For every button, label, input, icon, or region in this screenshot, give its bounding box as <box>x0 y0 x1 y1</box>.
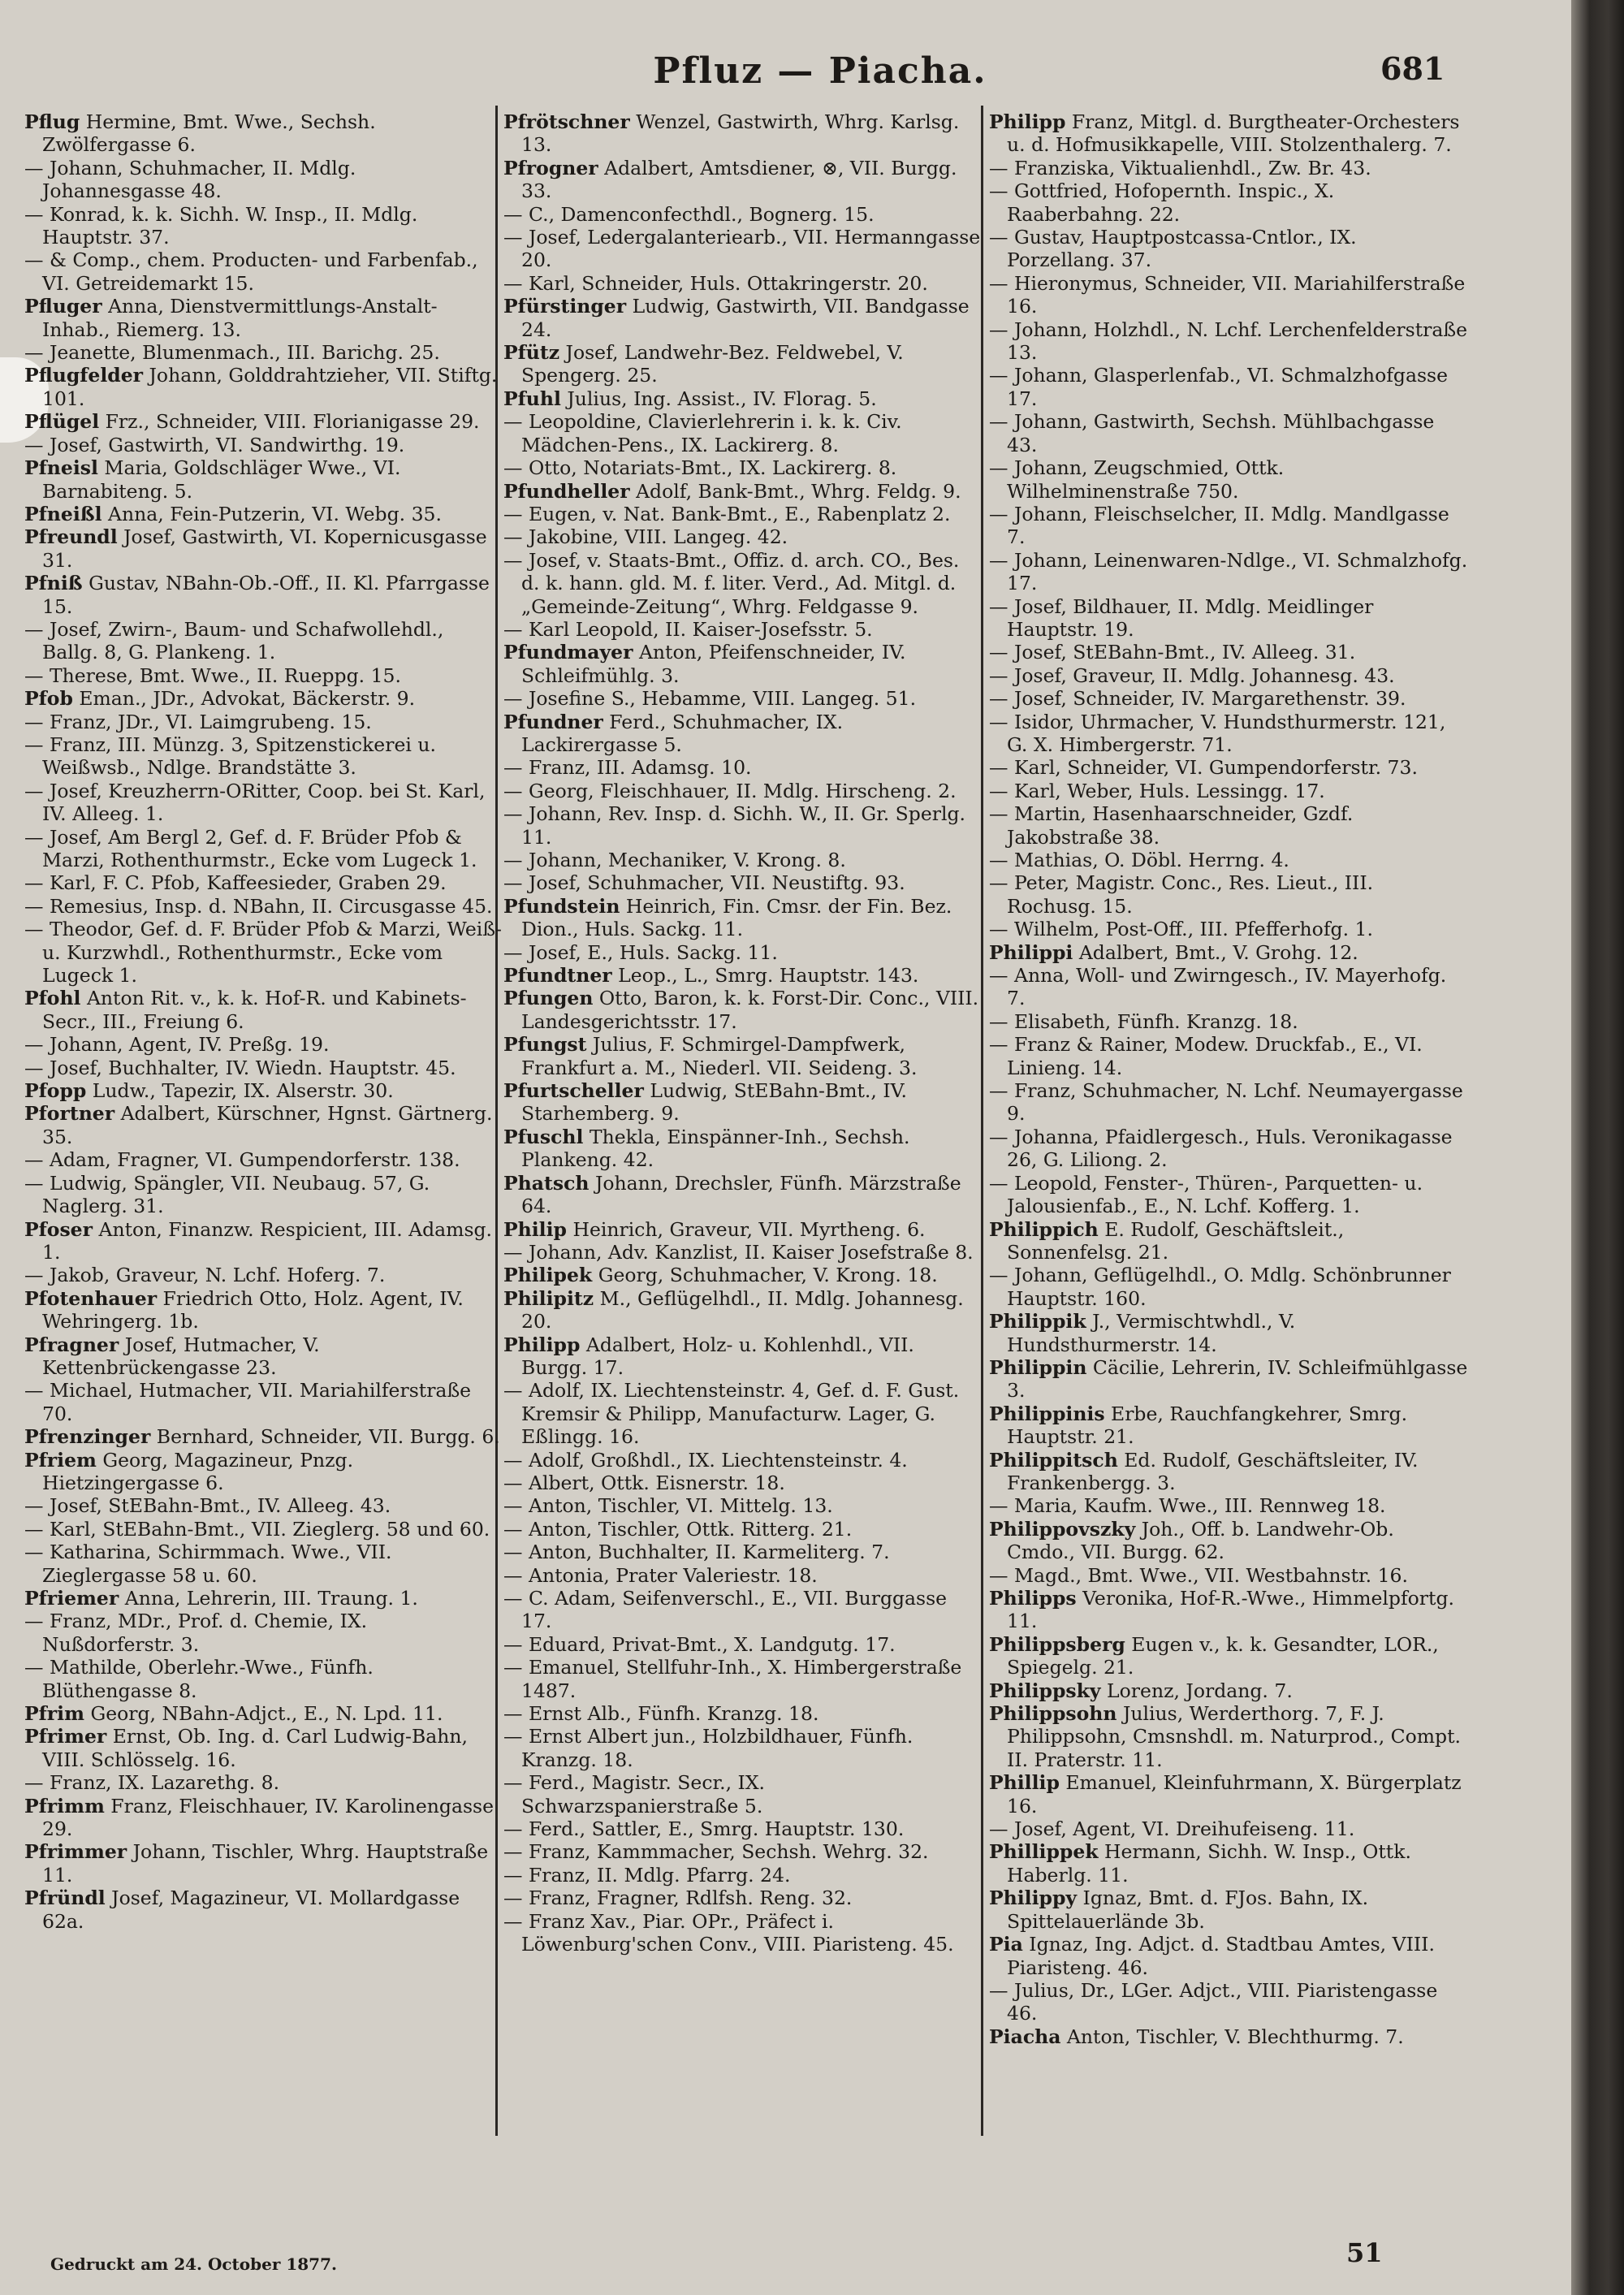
directory-entry: — Franz, Fragner, Rdlfsh. Reng. 32. <box>503 1887 853 1910</box>
directory-entry: — Ludwig, Spängler, VII. Neubaug. 57, G. Naglerg. 31. <box>24 1171 430 1218</box>
directory-entry: — Ernst Alb., Fünfh. Kranzg. 18. <box>503 1702 819 1726</box>
directory-entry: — Franz, Kammmacher, Sechsh. Wehrg. 32. <box>503 1840 929 1864</box>
directory-entry: Pfniß Gustav, NBahn-Ob.-Off., II. Kl. Pfarrgasse 15. <box>24 572 490 618</box>
directory-entry: Pfütz Josef, Landwehr-Bez. Feldwebel, V. Spengerg. 25. <box>503 341 904 387</box>
directory-entry: Pfoser Anton, Finanzw. Respicient, III. Adamsg. 1. <box>24 1217 493 1264</box>
directory-entry: — Josef, Ledergalanteriearb., VII. Hermanngasse 20. <box>503 226 981 272</box>
directory-entry: Philippi Adalbert, Bmt., V. Grohg. 12. <box>989 940 1358 964</box>
directory-entry: — Karl, F. C. Pfob, Kaffeesieder, Graben 29. <box>24 871 447 895</box>
directory-entry: Pfneisl Maria, Goldschläger Wwe., VI. Barnabiteng. 5. <box>24 456 401 503</box>
directory-entry: — Johann, Holzhdl., N. Lchf. Lerchenfelderstraße 13. <box>989 318 1467 365</box>
directory-entry: Pfluger Anna, Dienstvermittlungs-Anstalt-Inhab., Riemerg. 13. <box>24 295 438 341</box>
directory-entry: — Karl, Schneider, Huls. Ottakringerstr. 20. <box>503 271 928 295</box>
directory-entry: Pfneißl Anna, Fein-Putzerin, VI. Webg. 35. <box>24 502 442 525</box>
directory-entry: — Martin, Hasenhaarschneider, Gzdf. Jakobstraße 38. <box>989 802 1354 849</box>
directory-entry: — Theodor, Gef. d. F. Brüder Pfob & Marzi, Weiß- u. Kurzwhdl., Rothenthurmstr., Ecke vom Lugeck 1. <box>24 918 502 988</box>
directory-entry: — Hieronymus, Schneider, VII. Mariahilferstraße 16. <box>989 271 1466 318</box>
directory-entry: Philipps Veronika, Hof-R.-Wwe., Himmelpfortg. 11. <box>989 1587 1454 1633</box>
directory-entry: — Josef, E., Huls. Sackg. 11. <box>503 940 778 964</box>
directory-entry: Pflug Hermine, Bmt. Wwe., Sechsh. Zwölfergasse 6. <box>24 110 376 157</box>
directory-entry: — Maria, Kaufm. Wwe., III. Rennweg 18. <box>989 1494 1386 1518</box>
directory-entry: Philip Heinrich, Graveur, VII. Myrtheng. 6. <box>503 1217 926 1241</box>
directory-entry: — Johann, Geflügelhdl., O. Mdlg. Schönbrunner Hauptstr. 160. <box>989 1264 1451 1310</box>
directory-entry: — Konrad, k. k. Sichh. W. Insp., II. Mdlg. Hauptstr. 37. <box>24 202 418 249</box>
directory-entry: — Johann, Agent, IV. Preßg. 19. <box>24 1033 330 1057</box>
directory-entry: Philippinis Erbe, Rauchfangkehrer, Smrg. Hauptstr. 21. <box>989 1402 1408 1449</box>
directory-entry: Pfopp Ludw., Tapezir, IX. Alserstr. 30. <box>24 1079 394 1103</box>
directory-entry: — Franz, III. Adamsg. 10. <box>503 756 752 780</box>
directory-entry: Pflugfelder Johann, Golddrahtzieher, VII. Stiftg. 101. <box>24 364 498 410</box>
directory-entry: — Josef, Buchhalter, IV. Wiedn. Hauptstr. 45. <box>24 1056 456 1079</box>
directory-entry: — Ferd., Sattler, E., Smrg. Hauptstr. 130. <box>503 1817 905 1841</box>
directory-entry: — Eugen, v. Nat. Bank-Bmt., E., Rabenplatz 2. <box>503 502 951 525</box>
directory-entry: — Anton, Buchhalter, II. Karmeliterg. 7. <box>503 1541 890 1564</box>
directory-entry: Pfragner Josef, Hutmacher, V. Kettenbrückengasse 23. <box>24 1333 320 1379</box>
directory-entry: — Emanuel, Stellfuhr-Inh., X. Himbergerstraße 1487. <box>503 1656 962 1702</box>
directory-entry: Philippovszky Joh., Off. b. Landwehr-Ob. Cmdo., VII. Burgg. 62. <box>989 1517 1394 1564</box>
directory-entry: — Georg, Fleischhauer, II. Mdlg. Hirscheng. 2. <box>503 779 957 802</box>
directory-entry: — Leopoldine, Clavierlehrerin i. k. k. Civ. Mädchen-Pens., IX. Lackirerg. 8. <box>503 410 902 456</box>
directory-entry: — Josef, Agent, VI. Dreihufeiseng. 11. <box>989 1817 1355 1841</box>
directory-entry: — Franz, JDr., VI. Laimgrubeng. 15. <box>24 710 372 733</box>
page-title: Pfluz — Piacha. <box>653 50 987 92</box>
directory-entry: — Peter, Magistr. Conc., Res. Lieut., III. Rochusg. 15. <box>989 871 1374 918</box>
directory-entry: — Johann, Glasperlenfab., VI. Schmalzhofgasse 17. <box>989 364 1448 410</box>
directory-entry: — Michael, Hutmacher, VII. Mariahilferstraße 70. <box>24 1379 472 1425</box>
directory-entry: — Franz, MDr., Prof. d. Chemie, IX. Nußdorferstr. 3. <box>24 1610 368 1656</box>
directory-entry: — Elisabeth, Fünfh. Kranzg. 18. <box>989 1009 1298 1033</box>
directory-entry: — Johann, Gastwirth, Sechsh. Mühlbachgasse 43. <box>989 410 1435 456</box>
directory-entry: Pfotenhauer Friedrich Otto, Holz. Agent, IV. Wehringerg. 1b. <box>24 1286 464 1333</box>
directory-entry: — Jeanette, Blumenmach., III. Barichg. 25. <box>24 341 440 365</box>
directory-entry: — Mathias, O. Döbl. Herrng. 4. <box>989 849 1289 871</box>
directory-entry: Pfundmayer Anton, Pfeifenschneider, IV. Schleifmühlg. 3. <box>503 641 906 687</box>
directory-entry: — Ferd., Magistr. Secr., IX. Schwarzspanierstraße 5. <box>503 1771 766 1817</box>
directory-entry: — Gustav, Hauptpostcassa-Cntlor., IX. Porzellang. 37. <box>989 226 1357 272</box>
page-number: 681 <box>1380 50 1445 87</box>
directory-entry: — Karl, Weber, Huls. Lessingg. 17. <box>989 779 1325 802</box>
directory-entry: Pfortner Adalbert, Kürschner, Hgnst. Gärtnerg. 35. <box>24 1102 493 1148</box>
directory-entry: — Gottfried, Hofopernth. Inspic., X. Raaberbahng. 22. <box>989 179 1335 226</box>
directory-entry: — Franz, Schuhmacher, N. Lchf. Neumayergasse 9. <box>989 1079 1463 1126</box>
directory-entry: — Jakob, Graveur, N. Lchf. Hoferg. 7. <box>24 1264 386 1287</box>
directory-entry: — C., Damenconfecthdl., Bognerg. 15. <box>503 202 875 226</box>
directory-entry: — Franz, II. Mdlg. Pfarrg. 24. <box>503 1863 791 1887</box>
directory-entry: — Magd., Bmt. Wwe., VII. Westbahnstr. 16. <box>989 1563 1408 1587</box>
directory-entry: Philippsky Lorenz, Jordang. 7. <box>989 1679 1293 1702</box>
directory-entry: — Johann, Zeugschmied, Ottk. Wilhelminenstraße 750. <box>989 456 1285 503</box>
directory-entry: — Johann, Leinenwaren-Ndlge., VI. Schmalzhofg. 17. <box>989 548 1468 595</box>
directory-entry: Pfriem Georg, Magazineur, Pnzg. Hietzingergasse 6. <box>24 1448 354 1494</box>
directory-entry: — Katharina, Schirmmach. Wwe., VII. Zieglergasse 58 u. 60. <box>24 1541 392 1587</box>
directory-column-3 <box>989 110 1468 2048</box>
directory-entry: — Adolf, IX. Liechtensteinstr. 4, Gef. d. F. Gust. Kremsir & Philipp, Manufacturw. Lager, G. Eßlingg. 16. <box>503 1379 960 1449</box>
directory-entry: Philipp Adalbert, Holz- u. Kohlenhdl., VII. Burgg. 17. <box>503 1333 914 1379</box>
directory-entry: Pfohl Anton Rit. v., k. k. Hof-R. und Kabinets-Secr., III., Freiung 6. <box>24 987 467 1033</box>
directory-entry: Philippich E. Rudolf, Geschäftsleit., Sonnenfelsg. 21. <box>989 1217 1345 1264</box>
directory-entry: — Johann, Adv. Kanzlist, II. Kaiser Josefstraße 8. <box>503 1240 974 1264</box>
directory-entry: — Josef, Schuhmacher, VII. Neustiftg. 93. <box>503 871 905 895</box>
directory-entry: Pfuhl Julius, Ing. Assist., IV. Florag. 5. <box>503 387 877 410</box>
directory-entry: Philipp Franz, Mitgl. d. Burgtheater-Orchesters u. d. Hofmusikkapelle, VIII. Stolzenthalerg. 7. <box>989 110 1460 157</box>
directory-column-1 <box>24 110 503 1933</box>
directory-entry: Pfundtner Leop., L., Smrg. Hauptstr. 143. <box>503 964 919 988</box>
directory-entry: — Eduard, Privat-Bmt., X. Landgutg. 17. <box>503 1632 896 1656</box>
directory-entry: — Josef, Kreuzherrn-ORitter, Coop. bei St. Karl, IV. Alleeg. 1. <box>24 779 486 826</box>
directory-entry: — Julius, Dr., LGer. Adjct., VIII. Piaristengasse 46. <box>989 1978 1438 2025</box>
directory-entry: Piacha Anton, Tischler, V. Blechthurmg. 7. <box>989 2025 1404 2048</box>
directory-entry: — Franz, IX. Lazarethg. 8. <box>24 1771 280 1795</box>
directory-entry: Pfrenzinger Bernhard, Schneider, VII. Burgg. 6. <box>24 1425 500 1449</box>
directory-entry: Pfundstein Heinrich, Fin. Cmsr. der Fin. Bez. Dion., Huls. Sackg. 11. <box>503 894 952 941</box>
directory-entry: Philippsberg Eugen v., k. k. Gesandter, LOR., Spiegelg. 21. <box>989 1632 1439 1679</box>
directory-entry: — Josef, Am Bergl 2, Gef. d. F. Brüder Pfob & Marzi, Rothenthurmstr., Ecke vom Lugeck 1. <box>24 825 477 871</box>
directory-entry: — Franziska, Viktualienhdl., Zw. Br. 43. <box>989 156 1371 179</box>
directory-entry: — Adolf, Großhdl., IX. Liechtensteinstr. 4. <box>503 1448 908 1472</box>
directory-entry: — Isidor, Uhrmacher, V. Hundsthurmerstr. 121, G. X. Himbergerstr. 71. <box>989 710 1446 756</box>
book-spine <box>1571 0 1624 2295</box>
directory-entry: Philippy Ignaz, Bmt. d. FJos. Bahn, IX. Spittelauerlände 3b. <box>989 1887 1369 1933</box>
directory-entry: Philippsohn Julius, Werderthorg. 7, F. J. Philippsohn, Cmsnshdl. m. Naturprod., Compt. II. Praterstr. 11. <box>989 1702 1462 1771</box>
directory-entry: Pfundner Ferd., Schuhmacher, IX. Lackirergasse 5. <box>503 710 844 756</box>
directory-entry: Phillippek Hermann, Sichh. W. Insp., Ottk. Haberlg. 11. <box>989 1840 1411 1887</box>
directory-entry: — Josef, Bildhauer, II. Mdlg. Meidlinger Hauptstr. 19. <box>989 594 1374 641</box>
directory-entry: — Jakobine, VIII. Langeg. 42. <box>503 525 788 549</box>
directory-entry: Pfürstinger Ludwig, Gastwirth, VII. Bandgasse 24. <box>503 295 970 341</box>
directory-entry: — Anna, Woll- und Zwirngesch., IV. Mayerhofg. 7. <box>989 964 1447 1010</box>
directory-entry: Philipek Georg, Schuhmacher, V. Krong. 18. <box>503 1264 938 1287</box>
directory-entry: — Albert, Ottk. Eisnerstr. 18. <box>503 1471 785 1494</box>
directory-entry: Pflügel Frz., Schneider, VIII. Florianigasse 29. <box>24 410 480 434</box>
directory-entry: Philippik J., Vermischtwhdl., V. Hundsthurmerstr. 14. <box>989 1310 1296 1356</box>
directory-entry: Pfriemer Anna, Lehrerin, III. Traung. 1. <box>24 1587 418 1610</box>
directory-entry: — Franz & Rainer, Modew. Druckfab., E., VI. Linieng. 14. <box>989 1033 1423 1079</box>
directory-entry: Phatsch Johann, Drechsler, Fünfh. Märzstraße 64. <box>503 1171 961 1218</box>
print-date-note: Gedruckt am 24. October 1877. <box>50 2254 337 2274</box>
directory-entry: — Josefine S., Hebamme, VIII. Langeg. 51. <box>503 687 917 711</box>
directory-entry: Pfrim Georg, NBahn-Adjct., E., N. Lpd. 11. <box>24 1702 443 1726</box>
directory-entry: — Anton, Tischler, Ottk. Ritterg. 21. <box>503 1517 853 1541</box>
directory-entry: — C. Adam, Seifenverschl., E., VII. Burggasse 17. <box>503 1587 948 1633</box>
directory-entry: Philipitz M., Geflügelhdl., II. Mdlg. Johannesg. 20. <box>503 1286 964 1333</box>
directory-entry: — Wilhelm, Post-Off., III. Pfefferhofg. 1. <box>989 918 1373 941</box>
directory-entry: Pfrimmer Johann, Tischler, Whrg. Hauptstraße 11. <box>24 1840 489 1887</box>
directory-entry: Pfungen Otto, Baron, k. k. Forst-Dir. Conc., VIII. Landesgerichtsstr. 17. <box>503 987 979 1033</box>
directory-entry: — Johann, Fleischselcher, II. Mdlg. Mandlgasse 7. <box>989 502 1449 549</box>
directory-entry: Pfob Eman., JDr., Advokat, Bäckerstr. 9. <box>24 687 416 711</box>
signature-mark: 51 <box>1346 2237 1383 2268</box>
directory-entry: — Karl Leopold, II. Kaiser-Josefsstr. 5. <box>503 617 873 641</box>
directory-entry: — Josef, Zwirn-, Baum- und Schafwollehdl., Ballg. 8, G. Plankeng. 1. <box>24 617 444 664</box>
directory-entry: — Mathilde, Oberlehr.-Wwe., Fünfh. Blüthengasse 8. <box>24 1656 374 1702</box>
directory-entry: — Karl, StEBahn-Bmt., VII. Zieglerg. 58 und 60. <box>24 1517 490 1541</box>
directory-entry: — Josef, StEBahn-Bmt., IV. Alleeg. 43. <box>24 1494 391 1518</box>
directory-entry: Pfurtscheller Ludwig, StEBahn-Bmt., IV. Starhemberg. 9. <box>503 1079 907 1126</box>
directory-entry: — Adam, Fragner, VI. Gumpendorferstr. 138. <box>24 1148 460 1172</box>
directory-column-2 <box>503 110 983 1956</box>
directory-entry: Pfungst Julius, F. Schmirgel-Dampfwerk, Frankfurt a. M., Niederl. VII. Seideng. 3. <box>503 1033 918 1079</box>
directory-entry: Pfrötschner Wenzel, Gastwirth, Whrg. Karlsg. 13. <box>503 110 960 157</box>
directory-entry: — Johann, Mechaniker, V. Krong. 8. <box>503 849 846 871</box>
directory-entry: — Ernst Albert jun., Holzbildhauer, Fünfh. Kranzg. 18. <box>503 1725 914 1771</box>
directory-entry: — Josef, StEBahn-Bmt., IV. Alleeg. 31. <box>989 641 1356 664</box>
directory-entry: Philippin Cäcilie, Lehrerin, IV. Schleifmühlgasse 3. <box>989 1355 1468 1402</box>
directory-entry: — Leopold, Fenster-, Thüren-, Parquetten- u. Jalousienfab., E., N. Lchf. Kofferg. 1. <box>989 1171 1423 1218</box>
directory-entry: — Franz, III. Münzg. 3, Spitzenstickerei u. Weißwsb., Ndlge. Brandstätte 3. <box>24 733 436 780</box>
directory-entry: — Josef, Gastwirth, VI. Sandwirthg. 19. <box>24 433 405 456</box>
directory-entry: Pfrimer Ernst, Ob. Ing. d. Carl Ludwig-Bahn, VIII. Schlösselg. 16. <box>24 1725 468 1771</box>
directory-entry: Pfründl Josef, Magazineur, VI. Mollardgasse 62a. <box>24 1887 460 1933</box>
directory-entry: — & Comp., chem. Producten- und Farbenfab., VI. Getreidemarkt 15. <box>24 249 478 295</box>
directory-entry: Pfundheller Adolf, Bank-Bmt., Whrg. Feldg. 9. <box>503 479 961 503</box>
directory-entry: Pfrimm Franz, Fleischhauer, IV. Karolinengasse 29. <box>24 1794 495 1841</box>
directory-entry: — Johann, Rev. Insp. d. Sichh. W., II. Gr. Sperlg. 11. <box>503 802 965 849</box>
directory-entry: Pfreundl Josef, Gastwirth, VI. Kopernicusgasse 31. <box>24 525 487 572</box>
directory-entry: — Karl, Schneider, VI. Gumpendorferstr. 73. <box>989 756 1418 780</box>
directory-entry: Phillip Emanuel, Kleinfuhrmann, X. Bürgerplatz 16. <box>989 1771 1462 1817</box>
directory-entry: Pfrogner Adalbert, Amtsdiener, ⊗, VII. Burgg. 33. <box>503 156 957 203</box>
directory-entry: Pfuschl Thekla, Einspänner-Inh., Sechsh. Plankeng. 42. <box>503 1125 910 1172</box>
directory-entry: — Franz Xav., Piar. OPr., Präfect i. Löwenburg'schen Conv., VIII. Piaristeng. 45. <box>503 1909 954 1956</box>
directory-entry: — Josef, Graveur, II. Mdlg. Johannesg. 43. <box>989 663 1395 687</box>
directory-entry: — Therese, Bmt. Wwe., II. Rueppg. 15. <box>24 663 401 687</box>
directory-entry: — Johann, Schuhmacher, II. Mdlg. Johannesgasse 48. <box>24 156 356 203</box>
directory-entry: — Remesius, Insp. d. NBahn, II. Circusgasse 45. <box>24 894 493 918</box>
directory-entry: — Anton, Tischler, VI. Mittelg. 13. <box>503 1494 833 1518</box>
directory-entry: Philippitsch Ed. Rudolf, Geschäftsleiter, IV. Frankenbergg. 3. <box>989 1448 1419 1494</box>
directory-entry: — Josef, Schneider, IV. Margarethenstr. 39. <box>989 687 1406 711</box>
directory-entry: — Otto, Notariats-Bmt., IX. Lackirerg. 8. <box>503 456 897 480</box>
directory-entry: — Antonia, Prater Valeriestr. 18. <box>503 1563 818 1587</box>
directory-entry: — Josef, v. Staats-Bmt., Offiz. d. arch. CO., Bes. d. k. hann. gld. M. f. liter. Verd., Ad. Mitgl. d. „Gemeinde-Zeitung“, Whrg. Feldgasse 9. <box>503 548 960 618</box>
directory-entry: — Johanna, Pfaidlergesch., Huls. Veronikagasse 26, G. Liliong. 2. <box>989 1125 1453 1172</box>
directory-entry: Pia Ignaz, Ing. Adjct. d. Stadtbau Amtes, VIII. Piaristeng. 46. <box>989 1933 1435 1979</box>
